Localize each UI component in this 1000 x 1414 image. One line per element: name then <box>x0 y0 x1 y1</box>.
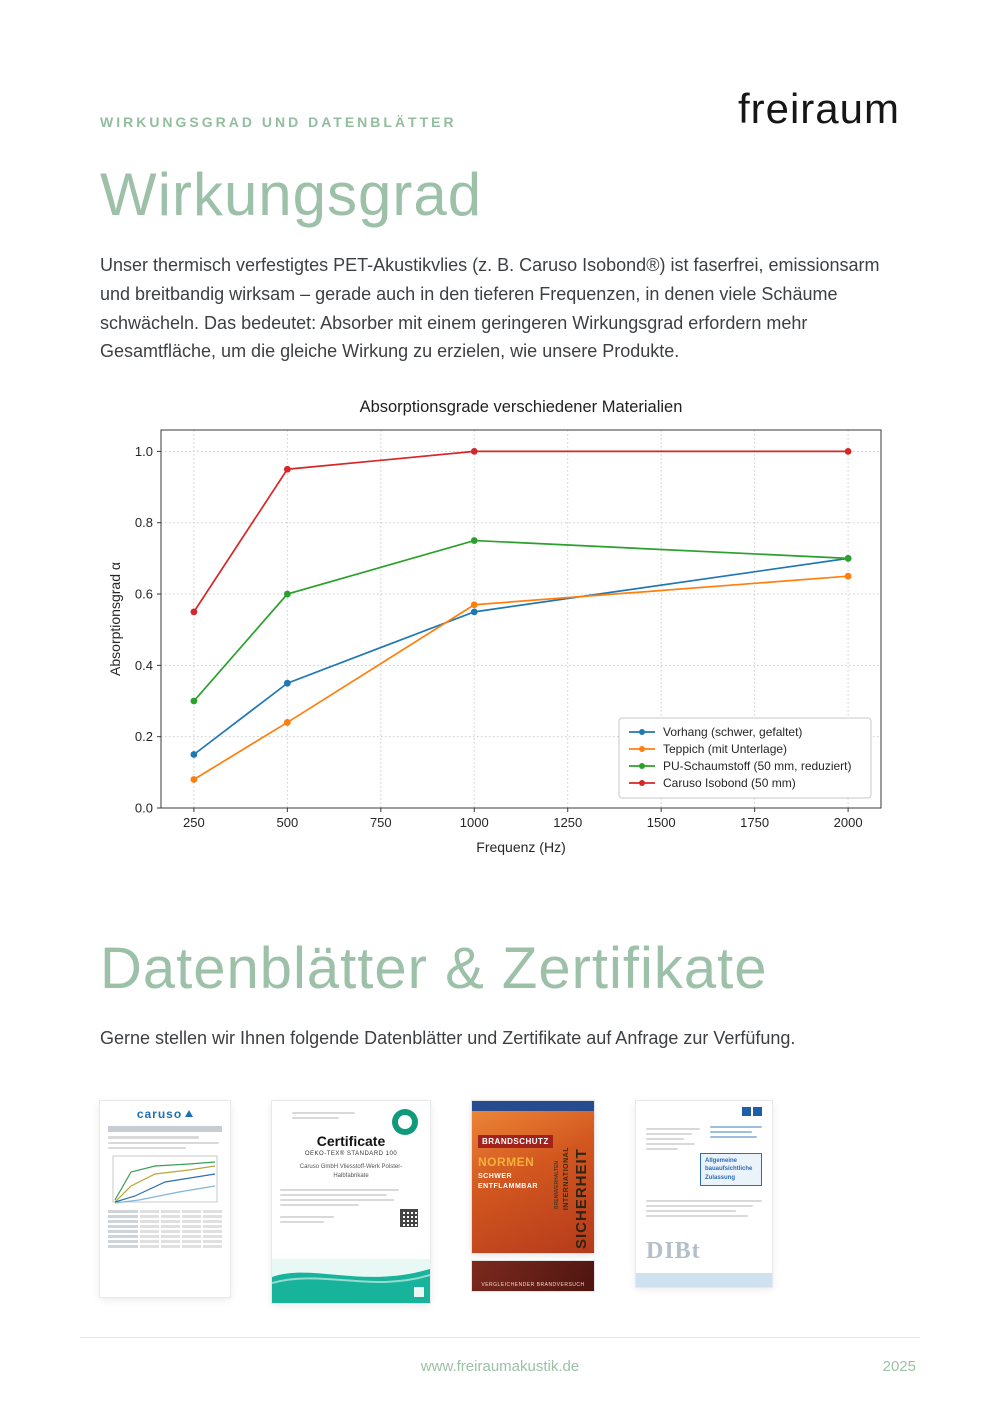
thumbnail-brandschutz-cover <box>472 1101 594 1291</box>
thumbnail-caruso-datasheet <box>100 1101 230 1297</box>
brandversuch-photo-strip <box>472 1261 594 1291</box>
svg-text:Absorptionsgrade verschiedener: Absorptionsgrade verschiedener Materialien <box>359 398 683 417</box>
table-row <box>108 1220 222 1223</box>
text-line <box>292 1112 355 1114</box>
svg-text:250: 250 <box>183 815 205 831</box>
thumbnail-oekotex-certificate <box>272 1101 430 1303</box>
entflammbar-label: ENTFLAMMBAR <box>478 1182 538 1190</box>
thumbnail-dibt-zulassung <box>636 1101 772 1287</box>
document-thumbnails <box>100 1101 900 1303</box>
svg-text:0.6: 0.6 <box>134 586 153 602</box>
certificate-holder: Caruso GmbH Vliesstoff-Werk Polster-Halbfabrikate <box>299 1163 403 1179</box>
svg-text:Caruso Isobond (50 mm): Caruso Isobond (50 mm) <box>663 776 796 791</box>
table-row <box>108 1245 222 1248</box>
text-line <box>710 1126 762 1128</box>
text-line <box>646 1210 736 1212</box>
text-line <box>108 1136 199 1139</box>
svg-text:Absorptionsgrad α: Absorptionsgrad α <box>107 562 123 677</box>
text-line <box>280 1194 387 1196</box>
svg-text:0.2: 0.2 <box>134 729 153 745</box>
svg-text:1500: 1500 <box>646 815 676 831</box>
heading-datenblaetter: Datenblätter & Zertifikate <box>100 936 768 1002</box>
svg-text:0.0: 0.0 <box>134 800 153 816</box>
page-header <box>100 85 900 132</box>
table-row <box>108 1225 222 1228</box>
dibt-footer-band <box>636 1273 772 1287</box>
certificate-title: Certificate <box>316 1132 386 1149</box>
band-mark <box>414 1287 424 1297</box>
brandversuch-caption: VERGLEICHENDER BRANDVERSUCH <box>481 1281 585 1288</box>
caruso-logo <box>100 1107 230 1121</box>
text-line <box>292 1117 339 1119</box>
table-row <box>108 1215 222 1218</box>
text-line <box>280 1221 324 1223</box>
svg-text:2000: 2000 <box>833 815 863 831</box>
svg-text:0.4: 0.4 <box>134 658 153 674</box>
svg-text:1.0: 1.0 <box>134 444 153 460</box>
sicherheit-label: SICHERHEIT <box>573 1148 590 1249</box>
text-line <box>710 1131 752 1133</box>
table-row <box>108 1230 222 1233</box>
wirkungsgrad-paragraph: Unser thermisch verfestigtes PET-Akustikvlies (z. B. Caruso Isobond®) ist faserfrei, emissionsarm und breitbandig wirksam – gerade auch in den tieferen Frequenzen, in denen viele Schäume schwächeln. Das bedeutet: Absorber mit einem geringeren Wirkungsgrad erfordern mehr Gesamtfläche, um die gleiche Wirkung zu erzielen, wie unsere Produkte. <box>100 255 880 362</box>
datasheet-header-band <box>108 1126 222 1132</box>
zulassung-box: Allgemeine bauaufsichtliche Zulassung <box>700 1153 762 1186</box>
text-line <box>280 1189 399 1191</box>
certificate-footer-band <box>272 1259 430 1303</box>
svg-text:750: 750 <box>369 815 392 831</box>
freiraum-logo: freiraum <box>737 85 900 132</box>
text-line <box>646 1143 695 1145</box>
dibt-logo-blocks <box>742 1107 762 1116</box>
left-column <box>646 1125 700 1150</box>
oekotex-badge-icon <box>392 1109 418 1135</box>
text-line <box>646 1200 762 1202</box>
heading-wirkungsgrad: Wirkungsgrad <box>100 161 483 228</box>
section-eyebrow: WIRKUNGSGRAD UND DATENBLÄTTER <box>100 114 457 130</box>
text-line <box>108 1147 186 1149</box>
text-line <box>646 1215 748 1217</box>
text-line <box>646 1148 678 1150</box>
table-row <box>108 1240 222 1243</box>
svg-text:1000: 1000 <box>459 815 489 831</box>
wave-graphic <box>272 1259 430 1303</box>
qr-code <box>400 1209 418 1227</box>
text-line <box>280 1204 359 1206</box>
text-line <box>646 1133 692 1135</box>
svg-text:Frequenz (Hz): Frequenz (Hz) <box>476 839 566 856</box>
international-label: INTERNATIONAL <box>563 1146 570 1211</box>
text-line <box>710 1136 757 1138</box>
absorption-chart <box>105 396 895 869</box>
svg-text:PU-Schaumstoff (50 mm, reduzie: PU-Schaumstoff (50 mm, reduziert) <box>663 759 852 774</box>
page-footer <box>80 1337 920 1414</box>
table-row <box>108 1210 222 1213</box>
brandschutz-cover <box>472 1101 594 1253</box>
text-line <box>646 1205 753 1207</box>
svg-text:0.8: 0.8 <box>134 515 153 531</box>
certificate-standard: OEKO-TEX® STANDARD 100 <box>304 1150 398 1157</box>
datenblaetter-paragraph: Gerne stellen wir Ihnen folgende Datenblätter und Zertifikate auf Anfrage zur Verfüfung. <box>100 1028 796 1049</box>
svg-text:1750: 1750 <box>740 815 770 831</box>
dibt-logo: DIBt <box>646 1237 701 1264</box>
text-line <box>280 1199 394 1201</box>
svg-text:500: 500 <box>276 815 299 831</box>
text-line <box>108 1142 219 1144</box>
footer-year: 2025 <box>882 1358 916 1375</box>
caruso-sail-icon <box>185 1110 193 1117</box>
main-content <box>0 160 1000 1303</box>
brandschutz-tag: BRANDSCHUTZ <box>478 1135 553 1148</box>
svg-text:1250: 1250 <box>553 815 583 831</box>
right-column <box>710 1123 762 1138</box>
text-line <box>646 1128 700 1130</box>
signature-line <box>280 1216 334 1218</box>
table-row <box>108 1235 222 1238</box>
svg-text:Teppich (mit Unterlage): Teppich (mit Unterlage) <box>663 742 788 757</box>
caruso-logo-text: caruso <box>136 1106 183 1121</box>
body-lines <box>646 1197 762 1217</box>
brennverhalten-label: BRENNVERHALTEN <box>554 1160 560 1209</box>
text-line <box>646 1138 684 1140</box>
normen-label: NORMEN <box>478 1154 535 1169</box>
svg-text:Vorhang (schwer, gefaltet): Vorhang (schwer, gefaltet) <box>663 725 803 740</box>
schwer-label: SCHWER <box>478 1172 513 1180</box>
datasheet-mini-chart <box>109 1154 221 1208</box>
footer-url[interactable]: www.freiraumakustik.de <box>420 1358 580 1375</box>
